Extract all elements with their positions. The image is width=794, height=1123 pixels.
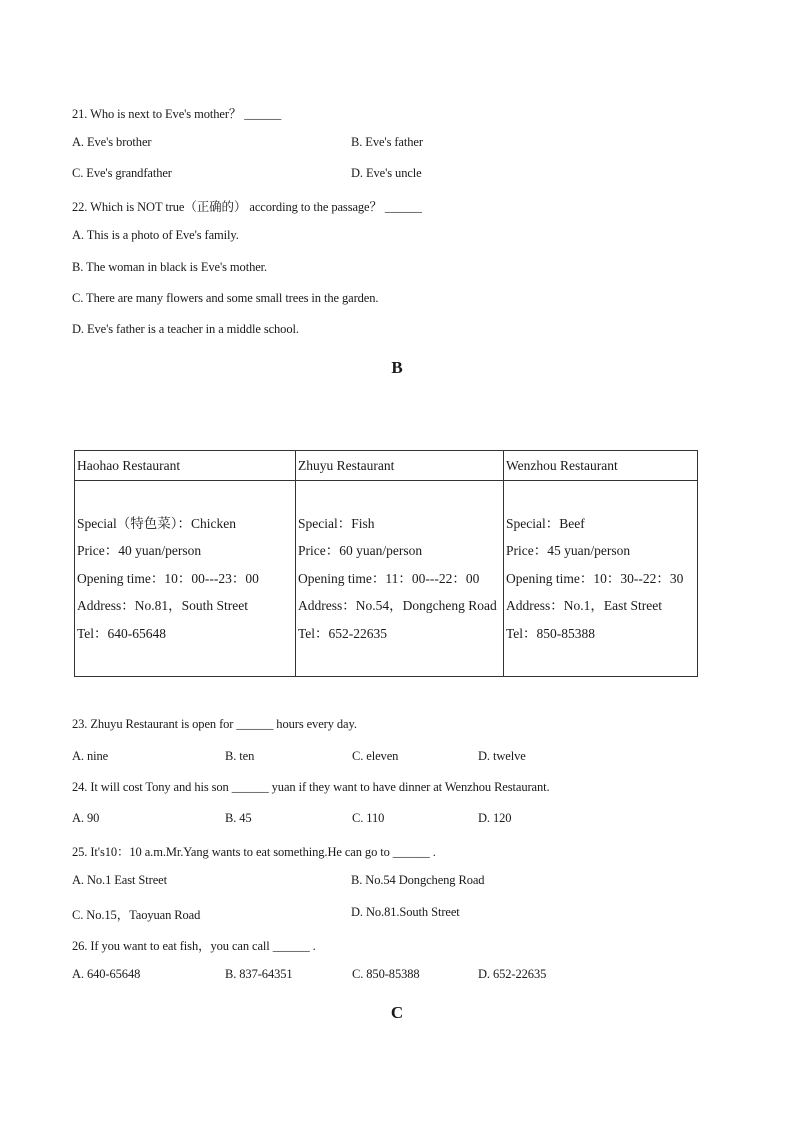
q21-option-b: B. Eve's father xyxy=(351,135,423,149)
q23-option-b: B. ten xyxy=(225,749,255,763)
question-24: 24. It will cost Tony and his son ______ yuan if they want to have dinner at Wenzhou Restaurant. xyxy=(72,780,550,794)
question-23: 23. Zhuyu Restaurant is open for ______ hours every day. xyxy=(72,717,357,731)
q24-option-d: D. 120 xyxy=(478,811,512,825)
haohao-price: Price：40 yuan/person xyxy=(77,543,202,559)
q26-option-a: A. 640-65648 xyxy=(72,967,141,981)
wenzhou-opening-time: Opening time：10：30--22：30 xyxy=(506,570,684,586)
q25-option-a: A. No.1 East Street xyxy=(72,873,167,887)
q26-option-d: D. 652-22635 xyxy=(478,967,547,981)
haohao-opening-time: Opening time：10：00---23：00 xyxy=(77,570,259,586)
question-26: 26. If you want to eat fish，you can call ______ . xyxy=(72,939,316,953)
q23-option-d: D. twelve xyxy=(478,749,526,763)
q22-option-d: D. Eve's father is a teacher in a middle school. xyxy=(72,322,299,336)
q23-option-c: C. eleven xyxy=(352,749,399,763)
zhuyu-tel: Tel：652-22635 xyxy=(298,625,388,641)
q25-option-d: D. No.81.South Street xyxy=(351,905,460,919)
question-22: 22. Which is NOT true（正确的） according to the passage？ ______ xyxy=(72,200,422,214)
q23-option-a: A. nine xyxy=(72,749,109,763)
q22-option-c: C. There are many flowers and some small trees in the garden. xyxy=(72,291,379,305)
header-wenzhou: Wenzhou Restaurant xyxy=(504,451,698,481)
restaurant-table xyxy=(74,450,698,677)
wenzhou-details xyxy=(504,481,698,677)
q24-option-c: C. 110 xyxy=(352,811,385,825)
section-b-heading: B xyxy=(391,358,403,377)
wenzhou-address: Address：No.1，East Street xyxy=(506,598,662,614)
question-21: 21. Who is next to Eve's mother？ ______ xyxy=(72,107,282,121)
table-row xyxy=(75,481,698,677)
q24-option-b: B. 45 xyxy=(225,811,252,825)
q26-option-c: C. 850-85388 xyxy=(352,967,420,981)
q25-option-c: C. No.15，Taoyuan Road xyxy=(72,908,201,922)
haohao-address: Address：No.81，South Street xyxy=(77,598,248,614)
wenzhou-price: Price：45 yuan/person xyxy=(506,543,631,559)
zhuyu-address: Address：No.54，Dongcheng Road xyxy=(298,598,497,614)
q26-option-b: B. 837-64351 xyxy=(225,967,293,981)
q22-option-b: B. The woman in black is Eve's mother. xyxy=(72,260,268,274)
header-haohao: Haohao Restaurant xyxy=(75,451,296,481)
wenzhou-special: Special：Beef xyxy=(506,515,585,531)
haohao-special: Special（特色菜）：Chicken xyxy=(77,515,236,531)
zhuyu-opening-time: Opening time：11：00---22：00 xyxy=(298,570,480,586)
zhuyu-details xyxy=(296,481,504,677)
q25-option-b: B. No.54 Dongcheng Road xyxy=(351,873,485,887)
haohao-tel: Tel：640-65648 xyxy=(77,625,167,641)
question-25: 25. It's10：10 a.m.Mr.Yang wants to eat something.He can go to ______ . xyxy=(72,845,436,859)
header-zhuyu: Zhuyu Restaurant xyxy=(296,451,504,481)
q21-option-a: A. Eve's brother xyxy=(72,135,152,149)
wenzhou-tel: Tel：850-85388 xyxy=(506,625,596,641)
q22-option-a: A. This is a photo of Eve's family. xyxy=(72,228,239,242)
zhuyu-special: Special：Fish xyxy=(298,515,375,531)
q21-option-c: C. Eve's grandfather xyxy=(72,166,172,180)
section-c-heading: C xyxy=(390,1003,404,1022)
q21-option-d: D. Eve's uncle xyxy=(351,166,422,180)
q24-option-a: A. 90 xyxy=(72,811,100,825)
haohao-details xyxy=(75,481,296,677)
table-header-row xyxy=(75,451,698,481)
zhuyu-price: Price：60 yuan/person xyxy=(298,543,423,559)
